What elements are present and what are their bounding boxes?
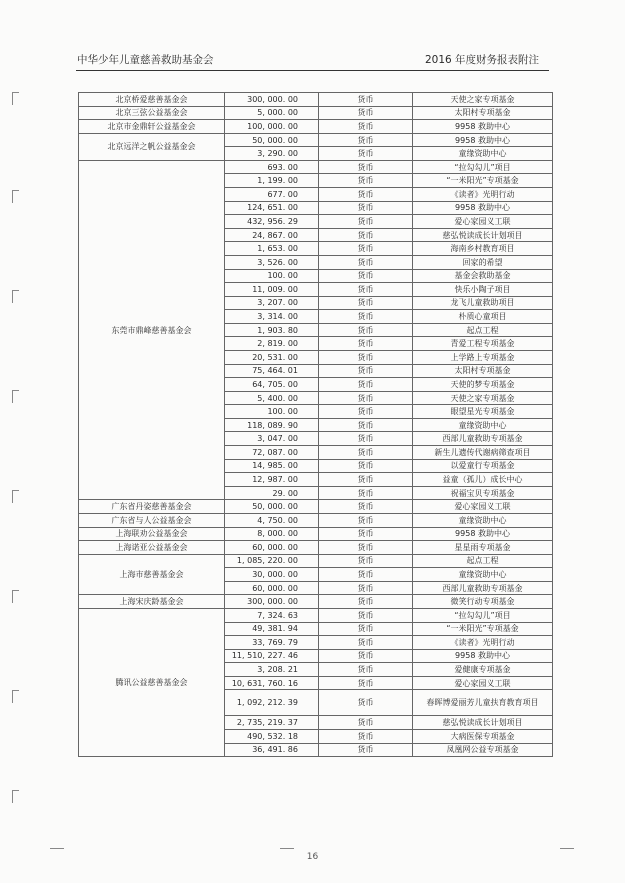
project-cell: 9958 救助中心 [413, 527, 553, 541]
type-cell: 货币 [319, 296, 413, 310]
donor-cell: 北京市金鼎轩公益基金会 [79, 120, 225, 134]
amount-cell: 30, 000. 00 [225, 568, 319, 582]
donation-table-body [79, 93, 553, 757]
amount-cell: 1, 085, 220. 00 [225, 554, 319, 568]
table-row [79, 500, 553, 514]
amount-cell: 1, 199. 00 [225, 174, 319, 188]
project-cell: 爱心家园义工联 [413, 215, 553, 229]
project-cell: 新生儿遗传代谢病筛查项目 [413, 446, 553, 460]
margin-mark [12, 490, 19, 503]
margin-mark [12, 790, 19, 803]
type-cell: 货币 [319, 446, 413, 460]
table-row [79, 541, 553, 555]
amount-cell: 10, 631, 760. 16 [225, 676, 319, 690]
donor-cell: 腾讯公益慈善基金会 [79, 608, 225, 756]
amount-cell: 24, 867. 00 [225, 228, 319, 242]
table-row [79, 106, 553, 120]
margin-mark [12, 590, 19, 603]
type-cell: 货币 [319, 608, 413, 622]
footer-mark [560, 848, 574, 849]
type-cell: 货币 [319, 93, 413, 107]
type-cell: 货币 [319, 160, 413, 174]
margin-mark [12, 290, 19, 303]
project-cell: 西部儿童救助专项基金 [413, 581, 553, 595]
project-cell: 基金会救助基金 [413, 269, 553, 283]
donor-cell: 北京桥爱慈善基金会 [79, 93, 225, 107]
donor-cell: 广东省与人公益基金会 [79, 513, 225, 527]
table-row [79, 513, 553, 527]
project-cell: 天使的梦专项基金 [413, 378, 553, 392]
table-row [79, 554, 553, 568]
type-cell: 货币 [319, 391, 413, 405]
project-cell: 天使之家专项基金 [413, 93, 553, 107]
project-cell: 天使之家专项基金 [413, 391, 553, 405]
amount-cell: 50, 000. 00 [225, 500, 319, 514]
project-cell: 起点工程 [413, 323, 553, 337]
type-cell: 货币 [319, 636, 413, 650]
type-cell: 货币 [319, 364, 413, 378]
margin-mark [12, 390, 19, 403]
amount-cell: 5, 400. 00 [225, 391, 319, 405]
margin-mark [12, 690, 19, 703]
amount-cell: 3, 290. 00 [225, 147, 319, 161]
type-cell: 货币 [319, 228, 413, 242]
amount-cell: 300, 000. 00 [225, 93, 319, 107]
project-cell: 春晖博爱丽芳儿童扶育教育项目 [413, 690, 553, 716]
project-cell: 星星雨专项基金 [413, 541, 553, 555]
project-cell: 9958 救助中心 [413, 201, 553, 215]
amount-cell: 2, 735, 219. 37 [225, 716, 319, 730]
type-cell: 货币 [319, 283, 413, 297]
amount-cell: 124, 651. 00 [225, 201, 319, 215]
amount-cell: 100. 00 [225, 405, 319, 419]
type-cell: 货币 [319, 242, 413, 256]
type-cell: 货币 [319, 595, 413, 609]
type-cell: 货币 [319, 513, 413, 527]
amount-cell: 1, 092, 212. 39 [225, 690, 319, 716]
project-cell: 以爱童行专项基金 [413, 459, 553, 473]
type-cell: 货币 [319, 405, 413, 419]
type-cell: 货币 [319, 649, 413, 663]
amount-cell: 1, 903. 80 [225, 323, 319, 337]
amount-cell: 3, 207. 00 [225, 296, 319, 310]
table-row [79, 93, 553, 107]
amount-cell: 3, 314. 00 [225, 310, 319, 324]
amount-cell: 300, 000. 00 [225, 595, 319, 609]
project-cell: 9958 救助中心 [413, 120, 553, 134]
type-cell: 货币 [319, 541, 413, 555]
table-row [79, 527, 553, 541]
donor-cell: 北京远洋之帆公益基金会 [79, 133, 225, 160]
type-cell: 货币 [319, 473, 413, 487]
project-cell: 上学路上专项基金 [413, 350, 553, 364]
amount-cell: 11, 510, 227. 46 [225, 649, 319, 663]
type-cell: 货币 [319, 622, 413, 636]
header-report-title: 2016 年度财务报表附注 [425, 54, 540, 66]
amount-cell: 60, 000. 00 [225, 541, 319, 555]
amount-cell: 693. 00 [225, 160, 319, 174]
project-cell: 大病医保专项基金 [413, 730, 553, 744]
table-row [79, 608, 553, 622]
amount-cell: 29. 00 [225, 486, 319, 500]
type-cell: 货币 [319, 337, 413, 351]
project-cell: 快乐小陶子项目 [413, 283, 553, 297]
amount-cell: 5, 000. 00 [225, 106, 319, 120]
type-cell: 货币 [319, 378, 413, 392]
project-cell: 太阳村专项基金 [413, 364, 553, 378]
donor-cell: 北京三弦公益基金会 [79, 106, 225, 120]
project-cell: 微笑行动专项基金 [413, 595, 553, 609]
donor-cell: 上海市慈善基金会 [79, 554, 225, 595]
amount-cell: 3, 047. 00 [225, 432, 319, 446]
donor-cell: 上海联劝公益基金会 [79, 527, 225, 541]
type-cell: 货币 [319, 527, 413, 541]
project-cell: 青爱工程专项基金 [413, 337, 553, 351]
type-cell: 货币 [319, 663, 413, 677]
project-cell: 龙飞儿童救助项目 [413, 296, 553, 310]
type-cell: 货币 [319, 133, 413, 147]
amount-cell: 50, 000. 00 [225, 133, 319, 147]
project-cell: 童缘资助中心 [413, 418, 553, 432]
amount-cell: 4, 750. 00 [225, 513, 319, 527]
type-cell: 货币 [319, 459, 413, 473]
project-cell: 凤凰网公益专项基金 [413, 743, 553, 757]
project-cell: 9958 救助中心 [413, 133, 553, 147]
project-cell: 童缘资助中心 [413, 568, 553, 582]
type-cell: 货币 [319, 500, 413, 514]
type-cell: 货币 [319, 568, 413, 582]
project-cell: 回家的希望 [413, 255, 553, 269]
project-cell: 童缘资助中心 [413, 147, 553, 161]
amount-cell: 75, 464. 01 [225, 364, 319, 378]
project-cell: 爱心家园义工联 [413, 500, 553, 514]
project-cell: 《读者》光明行动 [413, 188, 553, 202]
project-cell: 爱健康专项基金 [413, 663, 553, 677]
amount-cell: 3, 526. 00 [225, 255, 319, 269]
amount-cell: 60, 000. 00 [225, 581, 319, 595]
type-cell: 货币 [319, 690, 413, 716]
project-cell: 西部儿童救助专项基金 [413, 432, 553, 446]
amount-cell: 20, 531. 00 [225, 350, 319, 364]
amount-cell: 1, 653. 00 [225, 242, 319, 256]
amount-cell: 7, 324. 63 [225, 608, 319, 622]
table-row [79, 160, 553, 174]
table-row [79, 595, 553, 609]
page-number: 16 [306, 852, 319, 862]
type-cell: 货币 [319, 188, 413, 202]
project-cell: 童缘资助中心 [413, 513, 553, 527]
type-cell: 货币 [319, 120, 413, 134]
amount-cell: 64, 705. 00 [225, 378, 319, 392]
donor-cell: 广东省丹姿慈善基金会 [79, 500, 225, 514]
amount-cell: 118, 089. 90 [225, 418, 319, 432]
amount-cell: 11, 009. 00 [225, 283, 319, 297]
type-cell: 货币 [319, 350, 413, 364]
footer-mark [50, 848, 64, 849]
project-cell: 益童（孤儿）成长中心 [413, 473, 553, 487]
type-cell: 货币 [319, 418, 413, 432]
type-cell: 货币 [319, 554, 413, 568]
project-cell: 眼望星光专项基金 [413, 405, 553, 419]
amount-cell: 2, 819. 00 [225, 337, 319, 351]
amount-cell: 100, 000. 00 [225, 120, 319, 134]
header-divider [76, 70, 549, 71]
amount-cell: 72, 087. 00 [225, 446, 319, 460]
footer-mark [280, 848, 294, 849]
amount-cell: 3, 208. 21 [225, 663, 319, 677]
amount-cell: 432, 956. 29 [225, 215, 319, 229]
project-cell: 朴质心童项目 [413, 310, 553, 324]
header-org-name: 中华少年儿童慈善救助基金会 [77, 54, 214, 66]
donor-cell: 上海诺亚公益基金会 [79, 541, 225, 555]
project-cell: “一米阳光”专项基金 [413, 622, 553, 636]
donation-table [78, 92, 553, 757]
type-cell: 货币 [319, 716, 413, 730]
amount-cell: 677. 00 [225, 188, 319, 202]
type-cell: 货币 [319, 310, 413, 324]
type-cell: 货币 [319, 174, 413, 188]
amount-cell: 14, 985. 00 [225, 459, 319, 473]
type-cell: 货币 [319, 743, 413, 757]
donor-cell: 上海宋庆龄基金会 [79, 595, 225, 609]
table-row [79, 120, 553, 134]
project-cell: 慈弘悦读成长计划项目 [413, 716, 553, 730]
amount-cell: 36, 491. 86 [225, 743, 319, 757]
amount-cell: 490, 532. 18 [225, 730, 319, 744]
project-cell: 海南乡村教育项目 [413, 242, 553, 256]
margin-mark [12, 92, 19, 105]
project-cell: 起点工程 [413, 554, 553, 568]
type-cell: 货币 [319, 676, 413, 690]
type-cell: 货币 [319, 432, 413, 446]
amount-cell: 100. 00 [225, 269, 319, 283]
type-cell: 货币 [319, 323, 413, 337]
margin-mark [12, 190, 19, 203]
type-cell: 货币 [319, 581, 413, 595]
project-cell: “一米阳光”专项基金 [413, 174, 553, 188]
project-cell: “拉勾勾儿”项目 [413, 608, 553, 622]
table-row [79, 133, 553, 147]
amount-cell: 33, 769. 79 [225, 636, 319, 650]
donor-cell: 东莞市鼎峰慈善基金会 [79, 160, 225, 499]
project-cell: 爱心家园义工联 [413, 676, 553, 690]
type-cell: 货币 [319, 255, 413, 269]
project-cell: 《读者》光明行动 [413, 636, 553, 650]
type-cell: 货币 [319, 730, 413, 744]
project-cell: “拉勾勾儿”项目 [413, 160, 553, 174]
project-cell: 祝福宝贝专项基金 [413, 486, 553, 500]
project-cell: 9958 救助中心 [413, 649, 553, 663]
type-cell: 货币 [319, 106, 413, 120]
type-cell: 货币 [319, 269, 413, 283]
type-cell: 货币 [319, 215, 413, 229]
amount-cell: 49, 381. 94 [225, 622, 319, 636]
type-cell: 货币 [319, 486, 413, 500]
amount-cell: 12, 987. 00 [225, 473, 319, 487]
type-cell: 货币 [319, 147, 413, 161]
project-cell: 太阳村专项基金 [413, 106, 553, 120]
amount-cell: 8, 000. 00 [225, 527, 319, 541]
type-cell: 货币 [319, 201, 413, 215]
project-cell: 慈弘悦读成长计划项目 [413, 228, 553, 242]
